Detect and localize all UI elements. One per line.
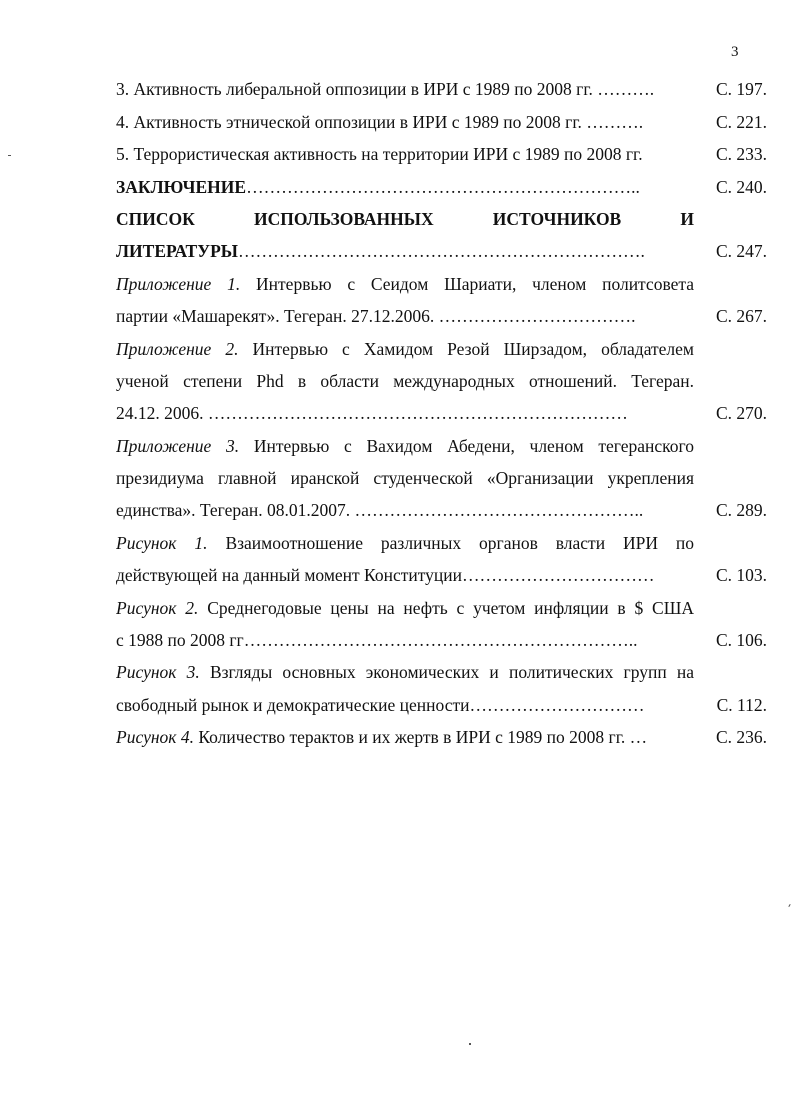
toc-entry-text: Интервью с Сеидом Шариати, членом политсовета xyxy=(256,273,694,294)
toc-entry-text: 4. Активность этнической оппозиции в ИРИ с 1989 по 2008 гг. ………. xyxy=(116,111,644,132)
toc-page-ref: С. 270. xyxy=(715,403,767,424)
toc-entry-appendix xyxy=(116,262,767,294)
toc-entry-text: 24.12. 2006. ……………………………………………………………… xyxy=(116,403,628,424)
toc-entry xyxy=(116,100,767,132)
toc-entry-text: Взаимоотношение различных органов власти ИРИ по xyxy=(225,532,694,553)
toc-entry-bibliography xyxy=(116,198,767,230)
toc-page-ref: С. 221. xyxy=(715,111,767,132)
toc-entry-figure xyxy=(116,586,767,618)
toc-entry-text: президиума главной иранской студенческой «Организации укрепления xyxy=(116,468,694,489)
toc-entry-figure xyxy=(116,716,767,748)
toc-entry-appendix xyxy=(116,327,767,359)
toc-page-ref: С. 233. xyxy=(715,144,767,165)
toc-entry-label: Рисунок 4. xyxy=(116,727,194,748)
toc-entry xyxy=(116,68,767,100)
scan-speck xyxy=(469,1043,471,1045)
toc-page-ref: С. 106. xyxy=(715,630,767,651)
toc-entry-figure xyxy=(116,521,767,553)
toc-entry-appendix xyxy=(116,424,767,456)
toc-entry-conclusion xyxy=(116,165,767,197)
toc-entry-text: Интервью с Вахидом Абедени, членом тегеранского xyxy=(253,435,694,456)
toc-leader: ………………………………………………………….. xyxy=(246,176,640,197)
toc-heading: СПИСОК ИСПОЛЬЗОВАННЫХ ИСТОЧНИКОВ И xyxy=(116,208,694,229)
toc-page-ref: С. 289. xyxy=(715,500,767,521)
toc-page-ref: С. 112. xyxy=(716,694,767,715)
toc-heading: ЗАКЛЮЧЕНИЕ xyxy=(116,176,247,197)
toc-entry-label: Приложение 1. xyxy=(116,273,241,294)
toc-page-ref: С. 103. xyxy=(715,565,767,586)
toc-leader: ……………………………………………………………. xyxy=(237,241,645,262)
scan-speck xyxy=(788,904,790,907)
toc-entry-figure xyxy=(116,651,767,683)
toc-entry-label: Рисунок 3. xyxy=(116,662,200,683)
toc-page-ref: С. 236. xyxy=(715,727,767,748)
toc-entry-text: Количество терактов и их жертв в ИРИ с 1989 по 2008 гг. … xyxy=(198,727,648,748)
table-of-contents xyxy=(116,68,767,748)
toc-page-ref: С. 247. xyxy=(715,241,767,262)
toc-heading: ЛИТЕРАТУРЫ xyxy=(116,241,238,262)
toc-entry-text: Интервью с Хамидом Резой Ширзадом, обладателем xyxy=(252,338,694,359)
toc-entry-text: 5. Террористическая активность на территории ИРИ с 1989 по 2008 гг. xyxy=(116,144,643,165)
toc-entry-text: 3. Активность либеральной оппозиции в ИРИ с 1989 по 2008 гг. ………. xyxy=(116,79,655,100)
toc-entry-text: партии «Машарекят». Тегеран. 27.12.2006. ……………………………. xyxy=(116,306,636,327)
toc-page-ref: С. 197. xyxy=(715,79,767,100)
toc-entry-text: Взгляды основных экономических и политических групп на xyxy=(209,662,694,683)
toc-entry-text: ученой степени Phd в области международных отношений. Тегеран. xyxy=(116,370,694,391)
toc-entry xyxy=(116,133,767,165)
toc-entry-text: Среднегодовые цены на нефть с учетом инфляции в $ США xyxy=(207,597,694,618)
toc-entry-text: единства». Тегеран. 08.01.2007. ………………………………………….. xyxy=(116,500,644,521)
toc-page-ref: С. 240. xyxy=(715,176,767,197)
toc-entry-text: свободный рынок и демократические ценности………………………… xyxy=(116,694,645,715)
toc-entry-label: Рисунок 1. xyxy=(116,532,208,553)
toc-entry-label: Приложение 3. xyxy=(116,435,240,456)
toc-entry-text: действующей на данный момент Конституции…………………………… xyxy=(116,565,655,586)
scan-speck xyxy=(8,155,11,156)
page-number: 3 xyxy=(731,44,739,60)
toc-entry-text: с 1988 по 2008 гг………………………………………………………….. xyxy=(116,630,638,651)
toc-entry-label: Рисунок 2. xyxy=(116,597,199,618)
toc-page-ref: С. 267. xyxy=(715,306,767,327)
toc-entry-label: Приложение 2. xyxy=(116,338,239,359)
